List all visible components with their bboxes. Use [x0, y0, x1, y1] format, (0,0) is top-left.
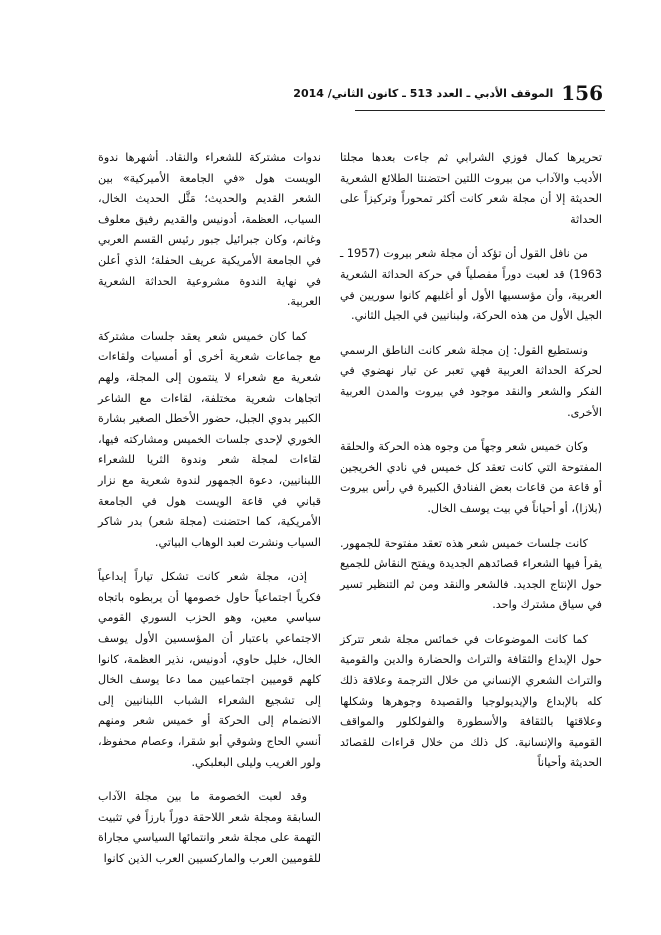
paragraph: وقد لعبت الخصومة ما بين مجلة الآداب السابقة ومجلة شعر اللاحقة دوراً بارزاً في تثبيت التهمة على مجلة شعر وانتمائها السياسي مجاراة للقوميين العرب والماركسيين العرب الذين كانوا [98, 790, 321, 865]
running-title: الموقف الأدبي ـ العدد 513 ـ كانون الثاني/ 2014 [293, 86, 554, 100]
paragraph: من نافل القول أن تؤكد أن مجلة شعر بيروت (1957 ـ 1963) قد لعبت دوراً مفصلياً في حركة الحداثة الشعرية العربية، وأن مؤسسيها الأول أو أغلبهم كانوا سوريين في الجيل الأول من هذه الحركة، ولبنانيين في الجيل الثاني. [340, 247, 602, 323]
paragraph: كما كانت الموضوعات في خمائس مجلة شعر تتركز حول الإبداع والثقافة والتراث والحضارة والدين والقومية والتراث الشعري الإنساني من خلال الترجمة وعلاقة ذلك كله بالإبداع والإيديولوجيا والقصيدة وجوهرها وشكلها وعلاقتها بالثقافة والأسطورة والفولكلور والمواقف القومية والإنسانية. كل ذلك من خلال قراءات للقصائد الحديثة وأحياناً [340, 632, 602, 770]
paragraph: ونستطيع القول: إن مجلة شعر كانت الناطق الرسمي لحركة الحداثة العربية فهي تعبر عن تيار نهضوي في الفكر والشعر والنقد موجود في بيروت والمدن العربية الأخرى. [340, 343, 602, 419]
paragraph: كانت جلسات خميس شعر هذه تعقد مفتوحة للجمهور. يقرأ فيها الشعراء قصائدهم الجديدة ويفتح النقاش للجميع حول الإنتاج الجديد. فالشعر والنقد ومن ثم التنظير تسير في سياق مشترك واحد. [340, 536, 602, 612]
paragraph: تحريرها كمال فوزي الشرابي ثم جاءت بعدها مجلتا الأديب والآداب من بيروت اللتين احتضنتا الطلائع الشعرية الحديثة إلا أن مجلة شعر كانت أكثر تمحوراً وتركيزاً على الحداثة [340, 151, 602, 226]
paragraph: وكان خميس شعر وجهاً من وجوه هذه الحركة والحلقة المفتوحة التي كانت تعقد كل خميس في نادي الخريجين أو قاعة من قاعات بعض الفنادق الكبيرة في رأس بيروت (بلازا)، أو أحياناً في بيت يوسف الخال. [340, 440, 602, 515]
page-header [293, 80, 603, 106]
page-number: 156 [561, 81, 603, 105]
paragraph: إذن، مجلة شعر كانت تشكل تياراً إبداعياً فكرياً اجتماعياً حاول خصومها أن يربطوه باتجاه سياسي معين، وهو الحزب السوري القومي الاجتماعي باعتبار أن المؤسسين الأول يوسف الخال، خليل حاوي، أدونيس، نذير العظمة، كانوا كلهم قوميين اجتماعيين مما دعا يوسف الخال إلى تشجيع الشعراء الشباب اللبنانيين إلى الانضمام إلى الحركة أو خميس شعر ومنهم أنسي الحاج وشوقي أبو شقرا، وعصام محفوظ، ولور الغريب وليلى البعلبكي. [98, 570, 321, 769]
paragraph: كما كان خميس شعر يعقد جلسات مشتركة مع جماعات شعرية أخرى أو أمسيات ولقاءات شعرية مع شعراء لا ينتمون إلى المجلة، ولهم اتجاهات شعرية مختلفة، لقاءات مع الشاعر الكبير بدوي الجبل، حضور الأخطل الصغير بشارة الخوري لإحدى جلسات الخميس ومشاركته فيها، لقاءات لمجلة شعر وندوة الثريا للشعراء اللبنانيين، دعوة الجمهور لندوة شعرية مع نزار قباني في قاعة الويست هول في الجامعة الأمريكية، كما احتضنت (مجلة شعر) بدر شاكر السياب ونشرت لعبد الوهاب البياتي. [98, 329, 321, 549]
paragraph: ندوات مشتركة للشعراء والنقاد. أشهرها ندوة الويست هول «في الجامعة الأميركية» بين الشعر القديم والحديث؛ مَثَّل الحديث الخال، السياب، العظمة، أدونيس والقديم رفيق معلوف وغانم، وكان جبرائيل جبور رئيس القسم العربي في الجامعة الأمريكية عريف الحفلة؛ الذي أعلن في نهاية الندوة مشروعية الحداثة الشعرية العربية. [98, 151, 321, 309]
right-column [340, 148, 602, 788]
left-column [98, 148, 321, 884]
header-rule [355, 110, 605, 111]
